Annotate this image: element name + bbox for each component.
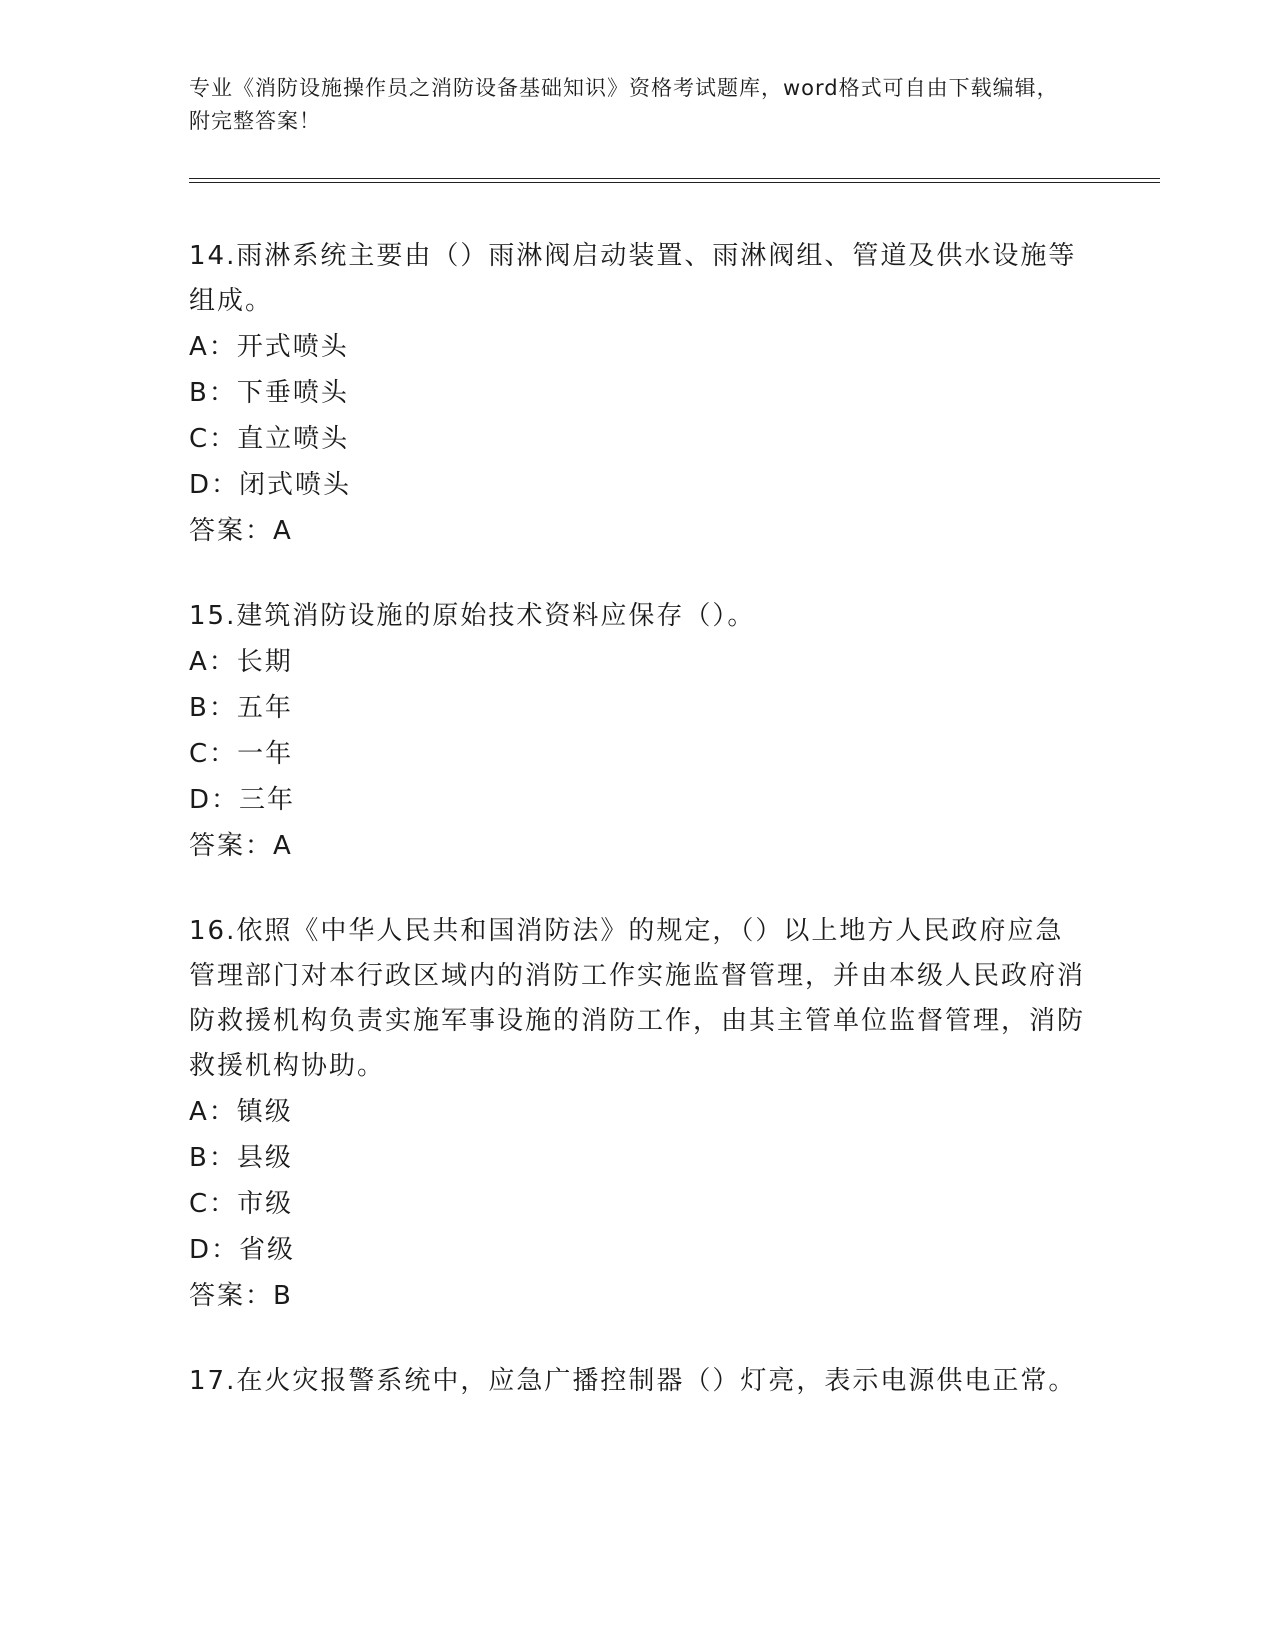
- question-stem: 17.在火灾报警系统中，应急广播控制器（）灯亮，表示电源供电正常。: [189, 1366, 1077, 1396]
- option-c: C：一年: [189, 739, 294, 769]
- option-c: C：直立喷头: [189, 424, 350, 454]
- question-stem: 14.雨淋系统主要由（）雨淋阀启动装置、雨淋阀组、管道及供水设施等组成。: [189, 241, 1077, 316]
- option-c: C：市级: [189, 1189, 294, 1219]
- option-d: D：闭式喷头: [189, 470, 352, 500]
- question-14: [189, 234, 1089, 554]
- page-header-text: 专业《消防设施操作员之消防设备基础知识》资格考试题库，word格式可自由下载编辑，附完整答案！: [189, 76, 1059, 133]
- answer-line: 答案：A: [189, 831, 293, 861]
- question-16: [189, 909, 1089, 1319]
- question-list: [189, 234, 1089, 1444]
- question-stem: 16.依照《中华人民共和国消防法》的规定，（）以上地方人民政府应急管理部门对本行政区域内的消防工作实施监督管理，并由本级人民政府消防救援机构负责实施军事设施的消防工作，由其主管单位监督管理，消防救援机构协助。: [189, 916, 1086, 1081]
- option-d: D：省级: [189, 1235, 296, 1265]
- option-a: A：开式喷头: [189, 332, 349, 362]
- header-rule-bottom-line: [189, 182, 1160, 183]
- question-stem: 15.建筑消防设施的原始技术资料应保存（）。: [189, 601, 756, 631]
- header-rule-top-line: [189, 178, 1160, 179]
- answer-line: 答案：A: [189, 516, 293, 546]
- option-b: B：下垂喷头: [189, 378, 349, 408]
- option-b: B：县级: [189, 1143, 293, 1173]
- option-a: A：长期: [189, 647, 293, 677]
- option-a: A：镇级: [189, 1097, 293, 1127]
- answer-line: 答案：B: [189, 1281, 293, 1311]
- question-17: [189, 1359, 1089, 1404]
- option-d: D：三年: [189, 785, 296, 815]
- header-double-rule: [189, 178, 1160, 184]
- option-b: B：五年: [189, 693, 293, 723]
- question-15: [189, 594, 1089, 869]
